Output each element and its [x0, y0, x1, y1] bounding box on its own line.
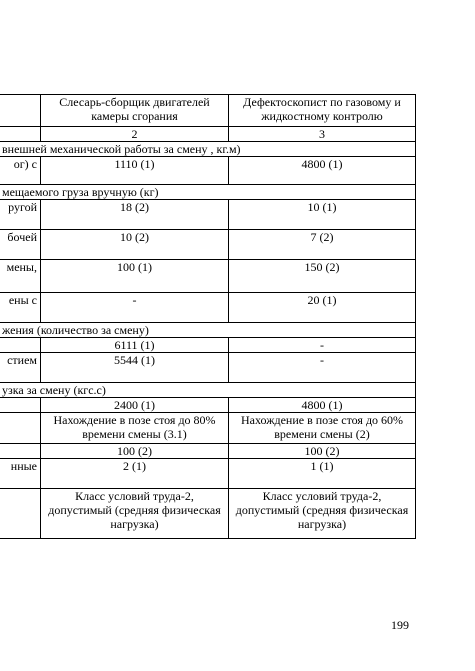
- table-row: [0, 413, 416, 444]
- section-row-moves: [0, 323, 416, 338]
- row-label: бочей: [0, 230, 41, 260]
- cell-col-2: 2400 (1): [41, 398, 229, 413]
- cell-col-3: Нахождение в позе стоя до 60% времени смены (2): [229, 413, 416, 444]
- header-cell-1: [0, 95, 41, 127]
- row-label: [0, 444, 41, 459]
- table-row: [0, 353, 416, 383]
- cell-col-2: 100 (2): [41, 444, 229, 459]
- header-col-3: Дефектоскопист по газовому и жидкостному контролю: [229, 95, 416, 127]
- cell-col-2: 5544 (1): [41, 353, 229, 383]
- cell-col-3: -: [229, 353, 416, 383]
- page-number: 199: [391, 618, 409, 632]
- cell-col-3: 7 (2): [229, 230, 416, 260]
- cell-col-2: 100 (1): [41, 260, 229, 293]
- table-header-row: [0, 95, 416, 127]
- cell-col-2: Нахождение в позе стоя до 80% времени смены (3.1): [41, 413, 229, 444]
- table-row: [0, 157, 416, 185]
- cell-col-3: 20 (1): [229, 293, 416, 323]
- row-label: [0, 489, 41, 539]
- section-row-static: [0, 383, 416, 398]
- section-row-cargo: [0, 185, 416, 200]
- cell-col-3: 10 (1): [229, 200, 416, 230]
- cell-col-2: 10 (2): [41, 230, 229, 260]
- numbering-cell-1: [0, 127, 41, 142]
- table-row: [0, 230, 416, 260]
- section-title-moves: жения (количество за смену): [0, 323, 416, 338]
- cell-col-3: 1 (1): [229, 459, 416, 489]
- table-row: [0, 398, 416, 413]
- cell-col-3: 100 (2): [229, 444, 416, 459]
- cell-col-2: Класс условий труда-2, допустимый (средняя физическая нагрузка): [41, 489, 229, 539]
- row-label: ог) с: [0, 157, 41, 185]
- table-row: [0, 293, 416, 323]
- work-conditions-table: [0, 94, 416, 539]
- cell-col-3: -: [229, 338, 416, 353]
- row-label: [0, 338, 41, 353]
- row-label: [0, 413, 41, 444]
- row-label: ены с: [0, 293, 41, 323]
- numbering-col-2: 2: [41, 127, 229, 142]
- table-row: [0, 260, 416, 293]
- row-label: [0, 398, 41, 413]
- cell-col-3: 4800 (1): [229, 398, 416, 413]
- row-label: нные: [0, 459, 41, 489]
- cell-col-3: 150 (2): [229, 260, 416, 293]
- cell-col-2: 18 (2): [41, 200, 229, 230]
- table-row: [0, 459, 416, 489]
- header-col-2: Слесарь-сборщик двигателей камеры сгорания: [41, 95, 229, 127]
- cell-col-2: 2 (1): [41, 459, 229, 489]
- section-title-static: узка за смену (кгс.с): [0, 383, 416, 398]
- table-row: [0, 489, 416, 539]
- table-row: [0, 338, 416, 353]
- cell-col-2: 6111 (1): [41, 338, 229, 353]
- cell-col-2: -: [41, 293, 229, 323]
- numbering-row: [0, 127, 416, 142]
- section-title-cargo: мещаемого груза вручную (кг): [0, 185, 416, 200]
- row-label: ругой: [0, 200, 41, 230]
- cell-col-3: Класс условий труда-2, допустимый (средняя физическая нагрузка): [229, 489, 416, 539]
- cell-col-2: 1110 (1): [41, 157, 229, 185]
- table-row: [0, 200, 416, 230]
- row-label: мены,: [0, 260, 41, 293]
- section-title-work: внешней механической работы за смену , кг.м): [0, 142, 416, 157]
- table-row: [0, 444, 416, 459]
- row-label: стием: [0, 353, 41, 383]
- section-row-work: [0, 142, 416, 157]
- cell-col-3: 4800 (1): [229, 157, 416, 185]
- numbering-col-3: 3: [229, 127, 416, 142]
